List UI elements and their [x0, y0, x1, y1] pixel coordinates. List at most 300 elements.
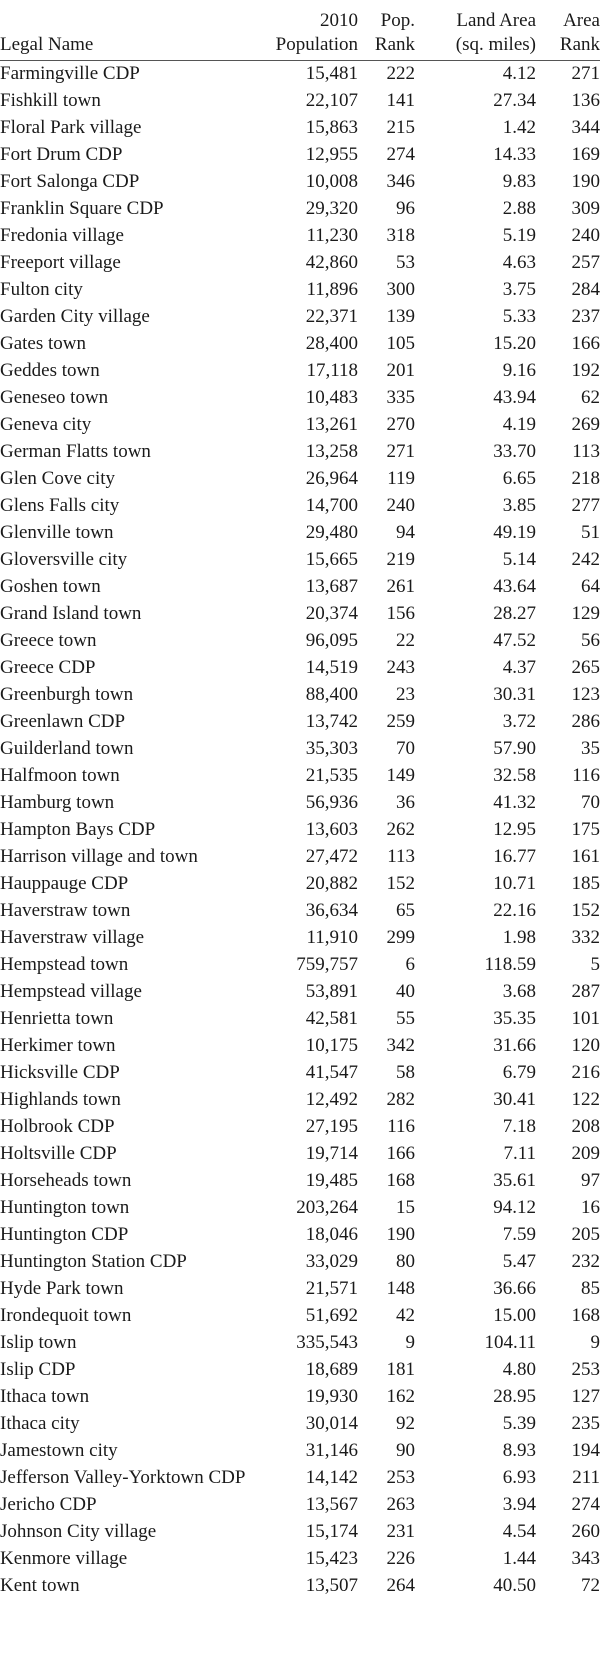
cell-pop-rank: 162 — [386, 1385, 415, 1407]
table-row — [0, 1492, 600, 1519]
cell-population: 15,423 — [305, 1547, 358, 1569]
cell-pop-rank: 264 — [386, 1574, 415, 1596]
cell-area-rank: 209 — [571, 1142, 600, 1164]
cell-population: 22,371 — [305, 305, 358, 327]
cell-pop-rank: 9 — [405, 1331, 415, 1353]
cell-legal-name: Jericho CDP — [0, 1493, 97, 1515]
table-row — [0, 547, 600, 574]
cell-population: 27,472 — [305, 845, 358, 867]
cell-population: 21,535 — [305, 764, 358, 786]
header-area-rank: Area Rank — [544, 0, 600, 60]
cell-pop-rank: 55 — [396, 1007, 415, 1029]
table-row — [0, 1465, 600, 1492]
cell-area-rank: 129 — [571, 602, 600, 624]
cell-area-rank: 257 — [571, 251, 600, 273]
table-row — [0, 655, 600, 682]
cell-population: 88,400 — [305, 683, 358, 705]
cell-legal-name: Glenville town — [0, 521, 114, 543]
table-row — [0, 763, 600, 790]
cell-population: 12,492 — [305, 1088, 358, 1110]
cell-area-rank: 64 — [581, 575, 600, 597]
cell-legal-name: Ithaca city — [0, 1412, 80, 1434]
cell-population: 14,519 — [305, 656, 358, 678]
cell-pop-rank: 58 — [396, 1061, 415, 1083]
cell-pop-rank: 240 — [386, 494, 415, 516]
table-row — [0, 1141, 600, 1168]
cell-legal-name: Greenlawn CDP — [0, 710, 126, 732]
cell-population: 26,964 — [305, 467, 358, 489]
cell-area-rank: 166 — [571, 332, 600, 354]
cell-pop-rank: 263 — [386, 1493, 415, 1515]
cell-area-rank: 72 — [581, 1574, 600, 1596]
cell-legal-name: Johnson City village — [0, 1520, 157, 1542]
cell-population: 11,896 — [306, 278, 358, 300]
cell-population: 22,107 — [305, 89, 358, 111]
cell-legal-name: Floral Park village — [0, 116, 142, 138]
cell-area-rank: 260 — [571, 1520, 600, 1542]
cell-legal-name: Farmingville CDP — [0, 62, 140, 84]
cell-pop-rank: 6 — [405, 953, 415, 975]
cell-pop-rank: 270 — [386, 413, 415, 435]
cell-legal-name: Geneva city — [0, 413, 92, 435]
cell-legal-name: Glens Falls city — [0, 494, 120, 516]
cell-land-area: 28.27 — [493, 602, 536, 624]
cell-area-rank: 56 — [581, 629, 600, 651]
cell-population: 36,634 — [305, 899, 358, 921]
cell-land-area: 35.35 — [493, 1007, 536, 1029]
cell-population: 13,258 — [305, 440, 358, 462]
cell-area-rank: 185 — [571, 872, 600, 894]
cell-area-rank: 309 — [571, 197, 600, 219]
cell-land-area: 43.94 — [493, 386, 536, 408]
cell-population: 18,689 — [305, 1358, 358, 1380]
cell-population: 14,142 — [305, 1466, 358, 1488]
cell-land-area: 3.85 — [502, 494, 536, 516]
cell-pop-rank: 119 — [387, 467, 415, 489]
cell-pop-rank: 259 — [386, 710, 415, 732]
cell-land-area: 15.00 — [493, 1304, 536, 1326]
cell-area-rank: 332 — [571, 926, 600, 948]
cell-population: 42,860 — [305, 251, 358, 273]
table-row — [0, 196, 600, 223]
cell-land-area: 30.41 — [493, 1088, 536, 1110]
cell-population: 28,400 — [305, 332, 358, 354]
cell-area-rank: 70 — [581, 791, 600, 813]
cell-land-area: 9.83 — [502, 170, 536, 192]
cell-population: 335,543 — [296, 1331, 358, 1353]
cell-land-area: 6.65 — [502, 467, 536, 489]
cell-legal-name: Huntington town — [0, 1196, 130, 1218]
cell-area-rank: 127 — [571, 1385, 600, 1407]
cell-land-area: 104.11 — [484, 1331, 536, 1353]
table-row — [0, 60, 600, 88]
cell-area-rank: 343 — [571, 1547, 600, 1569]
cell-population: 13,603 — [305, 818, 358, 840]
cell-legal-name: Geddes town — [0, 359, 100, 381]
table-row — [0, 1573, 600, 1600]
cell-pop-rank: 70 — [396, 737, 415, 759]
cell-land-area: 43.64 — [493, 575, 536, 597]
cell-land-area: 3.94 — [502, 1493, 536, 1515]
cell-land-area: 30.31 — [493, 683, 536, 705]
cell-legal-name: Fulton city — [0, 278, 83, 300]
cell-population: 13,687 — [305, 575, 358, 597]
table-header — [0, 0, 600, 60]
table-row — [0, 1357, 600, 1384]
table-row — [0, 358, 600, 385]
cell-land-area: 94.12 — [493, 1196, 536, 1218]
table-row — [0, 1276, 600, 1303]
cell-land-area: 10.71 — [493, 872, 536, 894]
cell-legal-name: Guilderland town — [0, 737, 134, 759]
cell-legal-name: Fishkill town — [0, 89, 101, 111]
table-row — [0, 1249, 600, 1276]
cell-pop-rank: 156 — [386, 602, 415, 624]
cell-area-rank: 205 — [571, 1223, 600, 1245]
cell-area-rank: 194 — [571, 1439, 600, 1461]
cell-pop-rank: 261 — [386, 575, 415, 597]
cell-pop-rank: 80 — [396, 1250, 415, 1272]
header-pop-rank: Pop. Rank — [368, 0, 425, 60]
cell-area-rank: 269 — [571, 413, 600, 435]
cell-pop-rank: 139 — [386, 305, 415, 327]
table-row — [0, 1384, 600, 1411]
cell-legal-name: Hempstead village — [0, 980, 142, 1002]
cell-area-rank: 136 — [571, 89, 600, 111]
cell-land-area: 5.33 — [502, 305, 536, 327]
cell-land-area: 2.88 — [502, 197, 536, 219]
cell-land-area: 4.12 — [502, 62, 536, 84]
cell-land-area: 5.14 — [502, 548, 536, 570]
cell-legal-name: Goshen town — [0, 575, 101, 597]
cell-population: 13,261 — [305, 413, 358, 435]
cell-area-rank: 62 — [581, 386, 600, 408]
cell-area-rank: 35 — [581, 737, 600, 759]
cell-area-rank: 5 — [590, 953, 600, 975]
cell-legal-name: Jamestown city — [0, 1439, 118, 1461]
table-row — [0, 628, 600, 655]
cell-land-area: 1.42 — [502, 116, 536, 138]
cell-land-area: 1.44 — [502, 1547, 536, 1569]
table-row — [0, 817, 600, 844]
cell-population: 12,955 — [305, 143, 358, 165]
cell-population: 10,175 — [305, 1034, 358, 1056]
cell-population: 10,483 — [305, 386, 358, 408]
cell-population: 42,581 — [305, 1007, 358, 1029]
cell-population: 19,930 — [305, 1385, 358, 1407]
cell-legal-name: Greenburgh town — [0, 683, 134, 705]
cell-pop-rank: 168 — [386, 1169, 415, 1191]
cell-land-area: 14.33 — [493, 143, 536, 165]
cell-pop-rank: 36 — [396, 791, 415, 813]
table-row — [0, 844, 600, 871]
cell-legal-name: Fredonia village — [0, 224, 124, 246]
table-row — [0, 1411, 600, 1438]
header-legal-name: Legal Name — [0, 0, 265, 60]
cell-population: 15,665 — [305, 548, 358, 570]
cell-population: 18,046 — [305, 1223, 358, 1245]
table-row — [0, 736, 600, 763]
cell-area-rank: 232 — [571, 1250, 600, 1272]
cell-area-rank: 192 — [571, 359, 600, 381]
cell-legal-name: German Flatts town — [0, 440, 151, 462]
table-row — [0, 898, 600, 925]
cell-pop-rank: 226 — [386, 1547, 415, 1569]
cell-legal-name: Hyde Park town — [0, 1277, 124, 1299]
cell-legal-name: Hicksville CDP — [0, 1061, 120, 1083]
cell-population: 13,742 — [305, 710, 358, 732]
table-body — [0, 60, 600, 1600]
cell-legal-name: Islip CDP — [0, 1358, 76, 1380]
cell-population: 30,014 — [305, 1412, 358, 1434]
cell-pop-rank: 23 — [396, 683, 415, 705]
cell-pop-rank: 96 — [396, 197, 415, 219]
cell-pop-rank: 105 — [386, 332, 415, 354]
table-row — [0, 439, 600, 466]
cell-pop-rank: 15 — [396, 1196, 415, 1218]
table-row — [0, 142, 600, 169]
cell-legal-name: Glen Cove city — [0, 467, 116, 489]
table-row — [0, 682, 600, 709]
cell-pop-rank: 215 — [386, 116, 415, 138]
cell-pop-rank: 40 — [396, 980, 415, 1002]
cell-pop-rank: 42 — [396, 1304, 415, 1326]
cell-area-rank: 216 — [571, 1061, 600, 1083]
cell-population: 10,008 — [305, 170, 358, 192]
cell-legal-name: Haverstraw town — [0, 899, 131, 921]
cell-population: 96,095 — [305, 629, 358, 651]
cell-legal-name: Gates town — [0, 332, 87, 354]
cell-area-rank: 277 — [571, 494, 600, 516]
cell-pop-rank: 152 — [386, 872, 415, 894]
table-row — [0, 1303, 600, 1330]
table-row — [0, 925, 600, 952]
cell-area-rank: 218 — [571, 467, 600, 489]
cell-area-rank: 97 — [581, 1169, 600, 1191]
table-row — [0, 1195, 600, 1222]
cell-pop-rank: 92 — [396, 1412, 415, 1434]
cell-legal-name: Holtsville CDP — [0, 1142, 117, 1164]
table-row — [0, 412, 600, 439]
cell-area-rank: 152 — [571, 899, 600, 921]
table-row — [0, 115, 600, 142]
cell-legal-name: Irondequoit town — [0, 1304, 132, 1326]
cell-population: 15,481 — [305, 62, 358, 84]
cell-legal-name: Hauppauge CDP — [0, 872, 129, 894]
cell-legal-name: Greece town — [0, 629, 97, 651]
table-row — [0, 1087, 600, 1114]
cell-pop-rank: 22 — [396, 629, 415, 651]
table-row — [0, 331, 600, 358]
cell-pop-rank: 53 — [396, 251, 415, 273]
cell-population: 15,174 — [305, 1520, 358, 1542]
cell-legal-name: Haverstraw village — [0, 926, 145, 948]
cell-pop-rank: 148 — [386, 1277, 415, 1299]
cell-legal-name: Hampton Bays CDP — [0, 818, 156, 840]
cell-pop-rank: 282 — [386, 1088, 415, 1110]
cell-area-rank: 168 — [571, 1304, 600, 1326]
cell-legal-name: Hamburg town — [0, 791, 115, 813]
table-row — [0, 1006, 600, 1033]
cell-land-area: 4.37 — [502, 656, 536, 678]
cell-legal-name: Herkimer town — [0, 1034, 116, 1056]
cell-land-area: 4.63 — [502, 251, 536, 273]
cell-population: 11,910 — [306, 926, 358, 948]
cell-area-rank: 190 — [571, 170, 600, 192]
cell-legal-name: Harrison village and town — [0, 845, 198, 867]
cell-legal-name: Franklin Square CDP — [0, 197, 164, 219]
cell-land-area: 6.79 — [502, 1061, 536, 1083]
cell-area-rank: 286 — [571, 710, 600, 732]
cell-land-area: 6.93 — [502, 1466, 536, 1488]
cell-land-area: 33.70 — [493, 440, 536, 462]
cell-land-area: 4.54 — [502, 1520, 536, 1542]
cell-legal-name: Geneseo town — [0, 386, 109, 408]
cell-population: 19,714 — [305, 1142, 358, 1164]
cell-area-rank: 16 — [581, 1196, 600, 1218]
cell-land-area: 27.34 — [493, 89, 536, 111]
cell-population: 15,863 — [305, 116, 358, 138]
cell-area-rank: 253 — [571, 1358, 600, 1380]
cell-land-area: 12.95 — [493, 818, 536, 840]
cell-land-area: 118.59 — [484, 953, 536, 975]
cell-legal-name: Fort Drum CDP — [0, 143, 123, 165]
table-row — [0, 223, 600, 250]
cell-land-area: 7.18 — [502, 1115, 536, 1137]
cell-population: 41,547 — [305, 1061, 358, 1083]
table-row — [0, 1546, 600, 1573]
cell-pop-rank: 65 — [396, 899, 415, 921]
cell-area-rank: 9 — [590, 1331, 600, 1353]
cell-area-rank: 208 — [571, 1115, 600, 1137]
cell-area-rank: 161 — [571, 845, 600, 867]
table-row — [0, 979, 600, 1006]
cell-population: 51,692 — [305, 1304, 358, 1326]
cell-legal-name: Kent town — [0, 1574, 80, 1596]
cell-land-area: 4.80 — [502, 1358, 536, 1380]
cell-pop-rank: 271 — [386, 440, 415, 462]
cell-population: 27,195 — [305, 1115, 358, 1137]
cell-area-rank: 123 — [571, 683, 600, 705]
header-land-area: Land Area (sq. miles) — [425, 0, 544, 60]
cell-legal-name: Fort Salonga CDP — [0, 170, 140, 192]
cell-area-rank: 265 — [571, 656, 600, 678]
cell-pop-rank: 335 — [386, 386, 415, 408]
cell-pop-rank: 190 — [386, 1223, 415, 1245]
table-row — [0, 574, 600, 601]
cell-population: 759,757 — [296, 953, 358, 975]
cell-land-area: 3.75 — [502, 278, 536, 300]
table-row — [0, 1114, 600, 1141]
cell-area-rank: 113 — [572, 440, 600, 462]
cell-population: 33,029 — [305, 1250, 358, 1272]
cell-pop-rank: 243 — [386, 656, 415, 678]
cell-pop-rank: 300 — [386, 278, 415, 300]
cell-legal-name: Hempstead town — [0, 953, 129, 975]
cell-pop-rank: 166 — [386, 1142, 415, 1164]
table-row — [0, 1330, 600, 1357]
table-row — [0, 952, 600, 979]
cell-area-rank: 284 — [571, 278, 600, 300]
cell-land-area: 3.72 — [502, 710, 536, 732]
cell-population: 19,485 — [305, 1169, 358, 1191]
cell-land-area: 31.66 — [493, 1034, 536, 1056]
cell-pop-rank: 94 — [396, 521, 415, 543]
cell-legal-name: Holbrook CDP — [0, 1115, 115, 1137]
table-row — [0, 250, 600, 277]
cell-legal-name: Islip town — [0, 1331, 77, 1353]
cell-land-area: 15.20 — [493, 332, 536, 354]
cell-pop-rank: 149 — [386, 764, 415, 786]
table-row — [0, 520, 600, 547]
cell-pop-rank: 113 — [387, 845, 415, 867]
header-population: 2010 Population — [265, 0, 368, 60]
cell-pop-rank: 222 — [386, 62, 415, 84]
cell-pop-rank: 231 — [386, 1520, 415, 1542]
cell-land-area: 8.93 — [502, 1439, 536, 1461]
cell-land-area: 5.39 — [502, 1412, 536, 1434]
cell-land-area: 7.59 — [502, 1223, 536, 1245]
cell-population: 31,146 — [305, 1439, 358, 1461]
table-row — [0, 277, 600, 304]
cell-pop-rank: 299 — [386, 926, 415, 948]
table-row — [0, 1168, 600, 1195]
cell-land-area: 7.11 — [503, 1142, 536, 1164]
cell-area-rank: 344 — [571, 116, 600, 138]
cell-pop-rank: 253 — [386, 1466, 415, 1488]
cell-land-area: 1.98 — [502, 926, 536, 948]
cell-population: 11,230 — [306, 224, 358, 246]
table-row — [0, 169, 600, 196]
cell-pop-rank: 219 — [386, 548, 415, 570]
cell-land-area: 36.66 — [493, 1277, 536, 1299]
table-row — [0, 466, 600, 493]
cell-population: 203,264 — [296, 1196, 358, 1218]
cell-area-rank: 237 — [571, 305, 600, 327]
cell-pop-rank: 181 — [386, 1358, 415, 1380]
cell-area-rank: 235 — [571, 1412, 600, 1434]
cell-land-area: 35.61 — [493, 1169, 536, 1191]
cell-land-area: 28.95 — [493, 1385, 536, 1407]
cell-legal-name: Halfmoon town — [0, 764, 120, 786]
table-row — [0, 385, 600, 412]
cell-land-area: 47.52 — [493, 629, 536, 651]
cell-population: 14,700 — [305, 494, 358, 516]
cell-legal-name: Ithaca town — [0, 1385, 90, 1407]
cell-population: 13,507 — [305, 1574, 358, 1596]
cell-population: 13,567 — [305, 1493, 358, 1515]
cell-population: 21,571 — [305, 1277, 358, 1299]
table-row — [0, 304, 600, 331]
cell-legal-name: Huntington Station CDP — [0, 1250, 187, 1272]
table-row — [0, 709, 600, 736]
table-row — [0, 1519, 600, 1546]
cell-population: 56,936 — [305, 791, 358, 813]
cell-population: 17,118 — [306, 359, 358, 381]
table-row — [0, 871, 600, 898]
cell-population: 20,374 — [305, 602, 358, 624]
cell-pop-rank: 274 — [386, 143, 415, 165]
cell-land-area: 49.19 — [493, 521, 536, 543]
cell-land-area: 40.50 — [493, 1574, 536, 1596]
table-row — [0, 790, 600, 817]
cell-land-area: 3.68 — [502, 980, 536, 1002]
cell-legal-name: Grand Island town — [0, 602, 142, 624]
cell-area-rank: 51 — [581, 521, 600, 543]
cell-area-rank: 101 — [571, 1007, 600, 1029]
cell-legal-name: Freeport village — [0, 251, 121, 273]
cell-land-area: 22.16 — [493, 899, 536, 921]
